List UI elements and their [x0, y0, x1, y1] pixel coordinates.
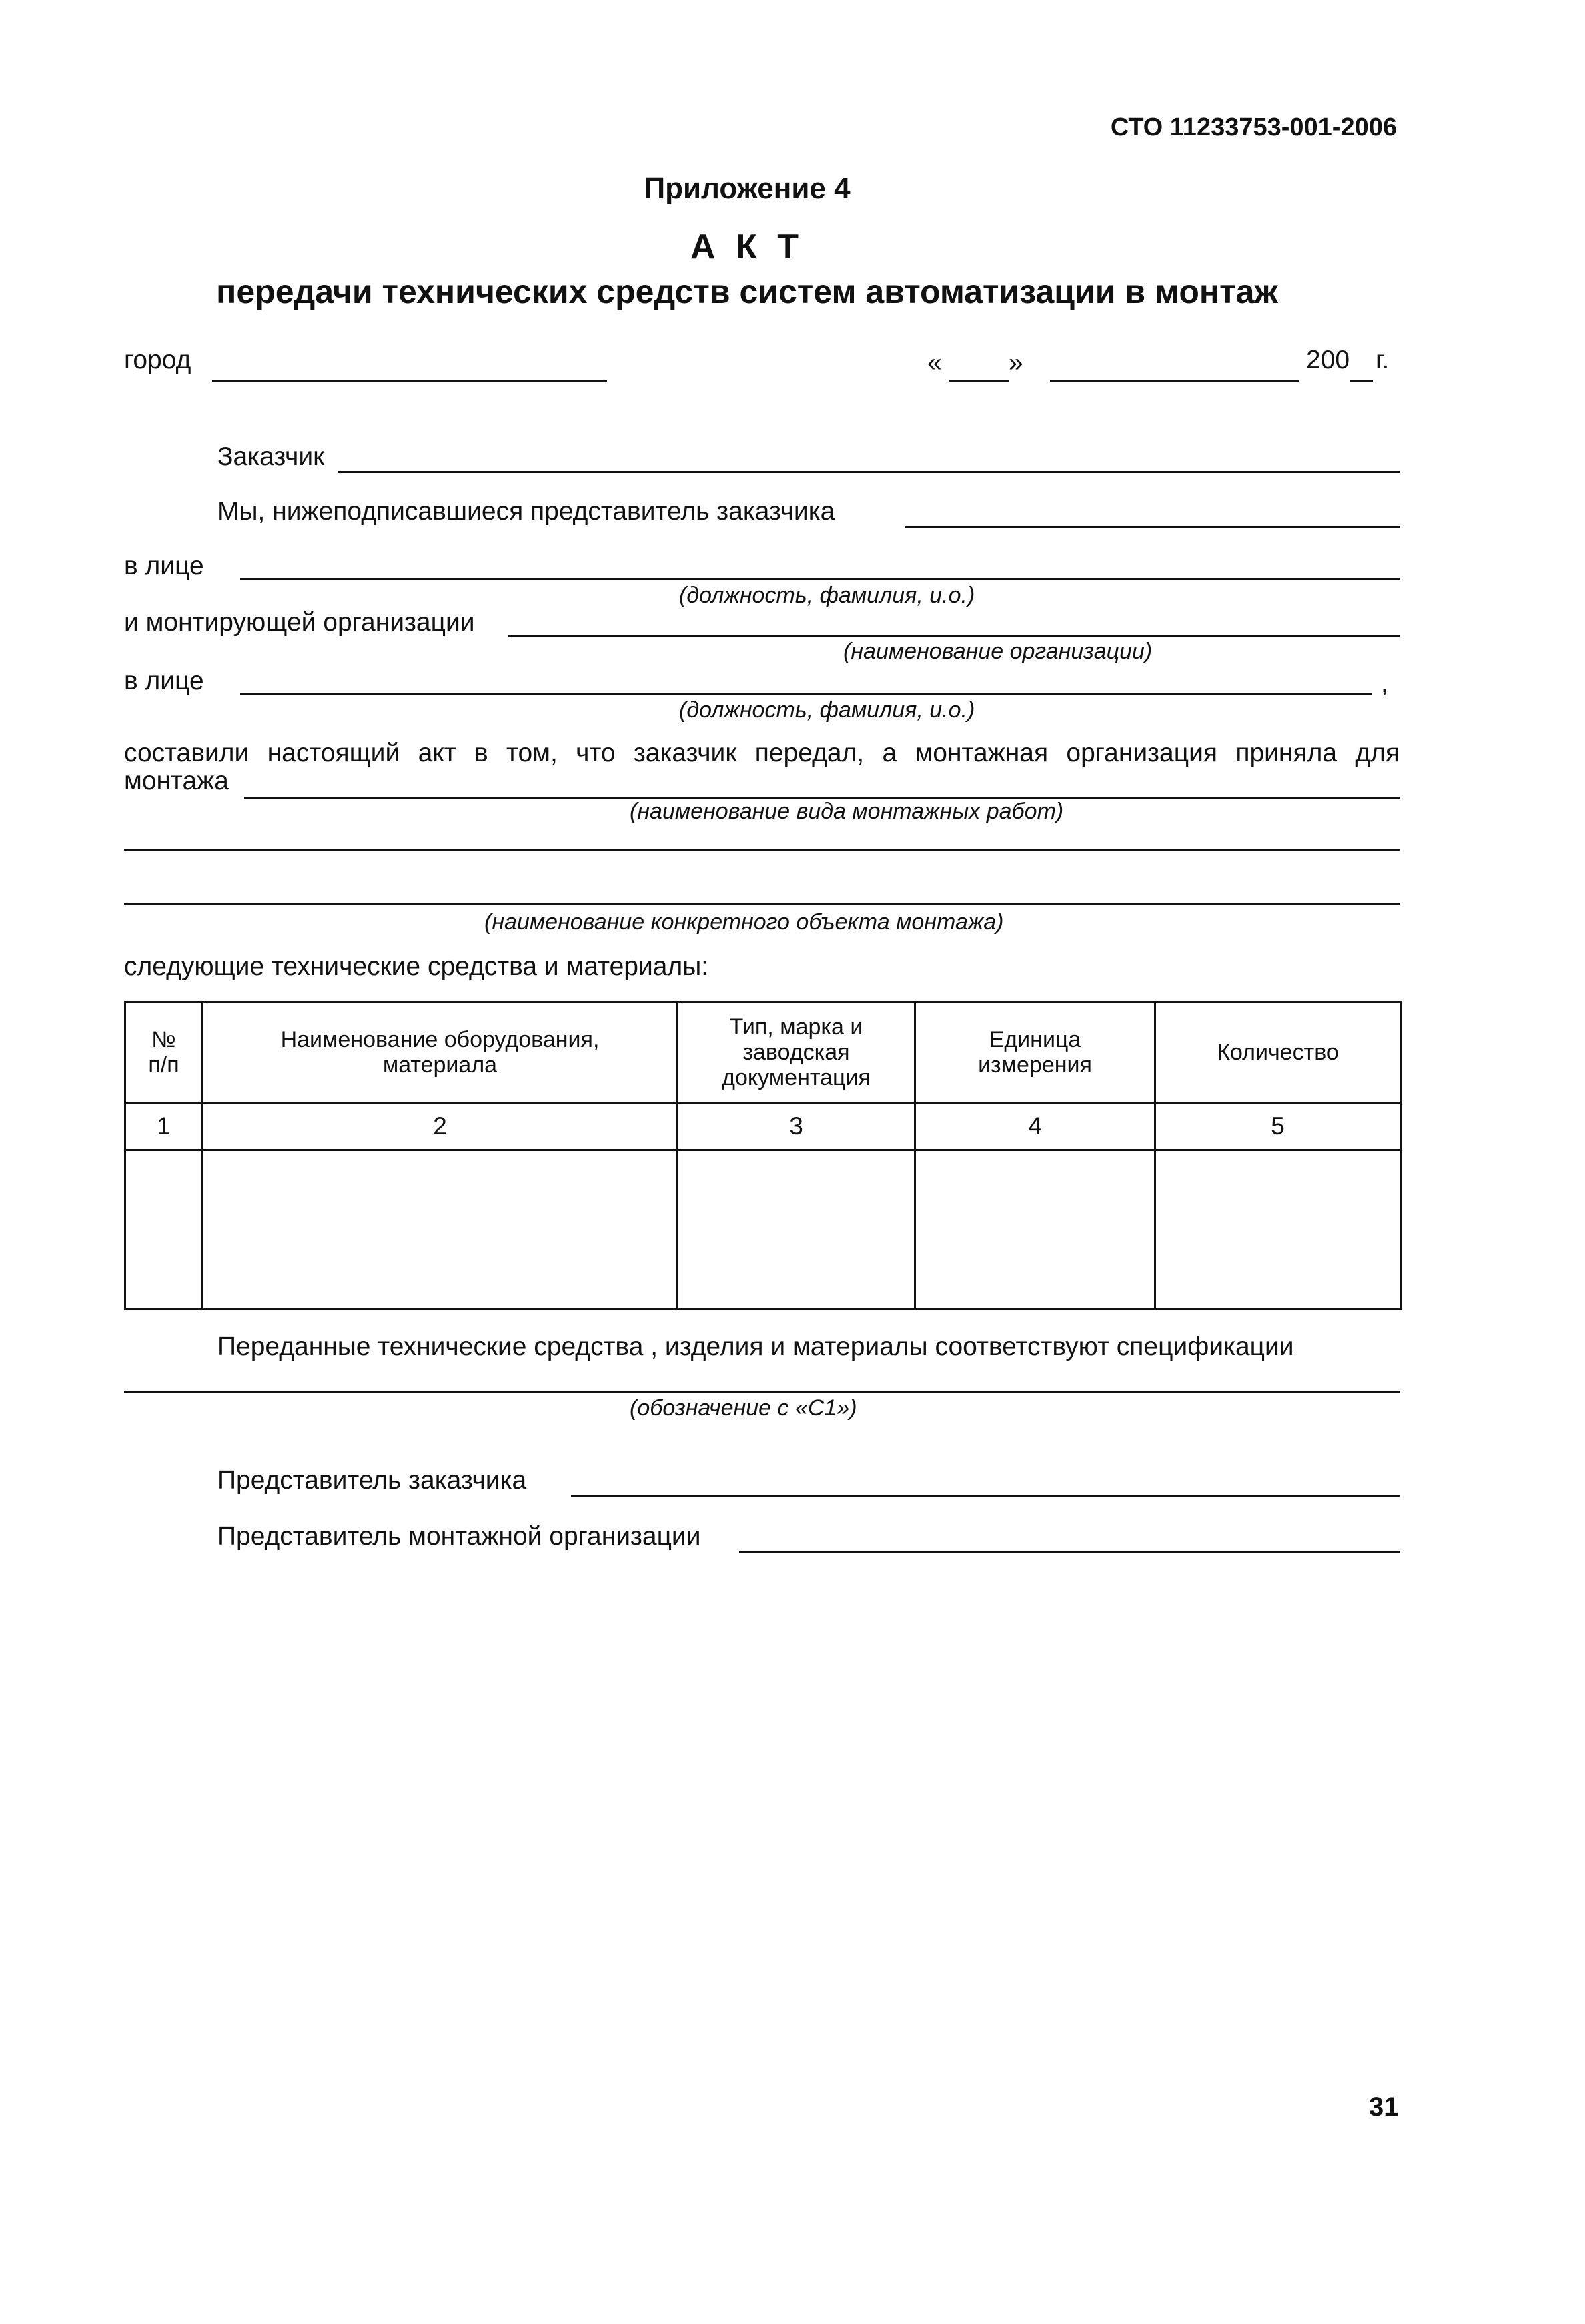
customer-rep-signature[interactable] [571, 1495, 1400, 1497]
conformity-text: Переданные технические средства , изделия и материалы соответствуют спецификации [217, 1332, 1294, 1361]
table-header-row [125, 1002, 1401, 1103]
day-quote-close: » [1009, 348, 1023, 377]
city-label: город [124, 346, 191, 374]
header-unit: Единица измерения [915, 1002, 1155, 1103]
mounting-org-label: и монтирующей организации [124, 608, 475, 637]
object-field-line-1[interactable] [124, 849, 1400, 851]
document-code: СТО 11233753-001-2006 [1110, 113, 1397, 141]
undersigned-text: Мы, нижеподписавшиеся представитель заказчика [217, 497, 835, 526]
mounting-rep-label: Представитель монтажной организации [217, 1522, 701, 1551]
customer-rep-field[interactable] [905, 526, 1400, 528]
table-cell[interactable] [915, 1150, 1155, 1310]
caption-object: (наименование конкретного объекта монтажа) [484, 909, 1004, 935]
in-person-label-2: в лице [124, 667, 204, 695]
act-subtitle: передачи технических средств систем автоматизации в монтаж [216, 273, 1278, 310]
equipment-table [124, 1001, 1402, 1310]
header-quantity: Количество [1155, 1002, 1401, 1103]
mounting-rep-signature[interactable] [739, 1551, 1400, 1553]
mounting-person-field[interactable] [240, 693, 1372, 695]
header-type: Тип, марка и заводская документация [678, 1002, 915, 1103]
following-text: следующие технические средства и материалы: [124, 952, 709, 981]
statement-line-2: монтажа [124, 767, 229, 795]
column-number: 1 [125, 1103, 203, 1150]
customer-person-field[interactable] [240, 578, 1400, 580]
day-field[interactable] [949, 380, 1009, 382]
header-number: № п/п [125, 1002, 203, 1103]
object-field-line-2[interactable] [124, 903, 1400, 905]
header-name: Наименование оборудования, материала [203, 1002, 678, 1103]
caption-position-2: (должность, фамилия, и.о.) [679, 697, 975, 723]
year-prefix: 200 [1306, 346, 1350, 374]
caption-work-type: (наименование вида монтажных работ) [630, 799, 1064, 824]
act-title: А К Т [690, 228, 804, 266]
city-field[interactable] [212, 380, 607, 382]
customer-rep-label: Представитель заказчика [217, 1466, 527, 1495]
caption-position-1: (должность, фамилия, и.о.) [679, 583, 975, 608]
table-cell[interactable] [203, 1150, 678, 1310]
in-person-label-1: в лице [124, 552, 204, 580]
column-number-row [125, 1103, 1401, 1150]
caption-org: (наименование организации) [843, 639, 1153, 664]
column-number: 2 [203, 1103, 678, 1150]
table-row [125, 1150, 1401, 1310]
spec-field[interactable] [124, 1391, 1400, 1393]
customer-label: Заказчик [217, 442, 325, 471]
statement-line-1: составили настоящий акт в том, что заказчик передал, а монтажная организация приняла для [124, 739, 1400, 767]
column-number: 4 [915, 1103, 1155, 1150]
appendix-title: Приложение 4 [644, 172, 851, 205]
table-cell[interactable] [1155, 1150, 1401, 1310]
caption-spec: (обозначение с «С1») [630, 1395, 857, 1421]
month-field[interactable] [1050, 380, 1299, 382]
customer-field[interactable] [338, 471, 1400, 473]
table-cell[interactable] [125, 1150, 203, 1310]
column-number: 3 [678, 1103, 915, 1150]
page-number: 31 [1369, 2092, 1399, 2122]
mounting-org-field[interactable] [508, 635, 1400, 637]
year-suffix: г. [1376, 346, 1390, 374]
comma: , [1381, 669, 1388, 698]
year-field[interactable] [1350, 380, 1373, 382]
day-quote-open: « [927, 348, 942, 377]
column-number: 5 [1155, 1103, 1401, 1150]
table-cell[interactable] [678, 1150, 915, 1310]
